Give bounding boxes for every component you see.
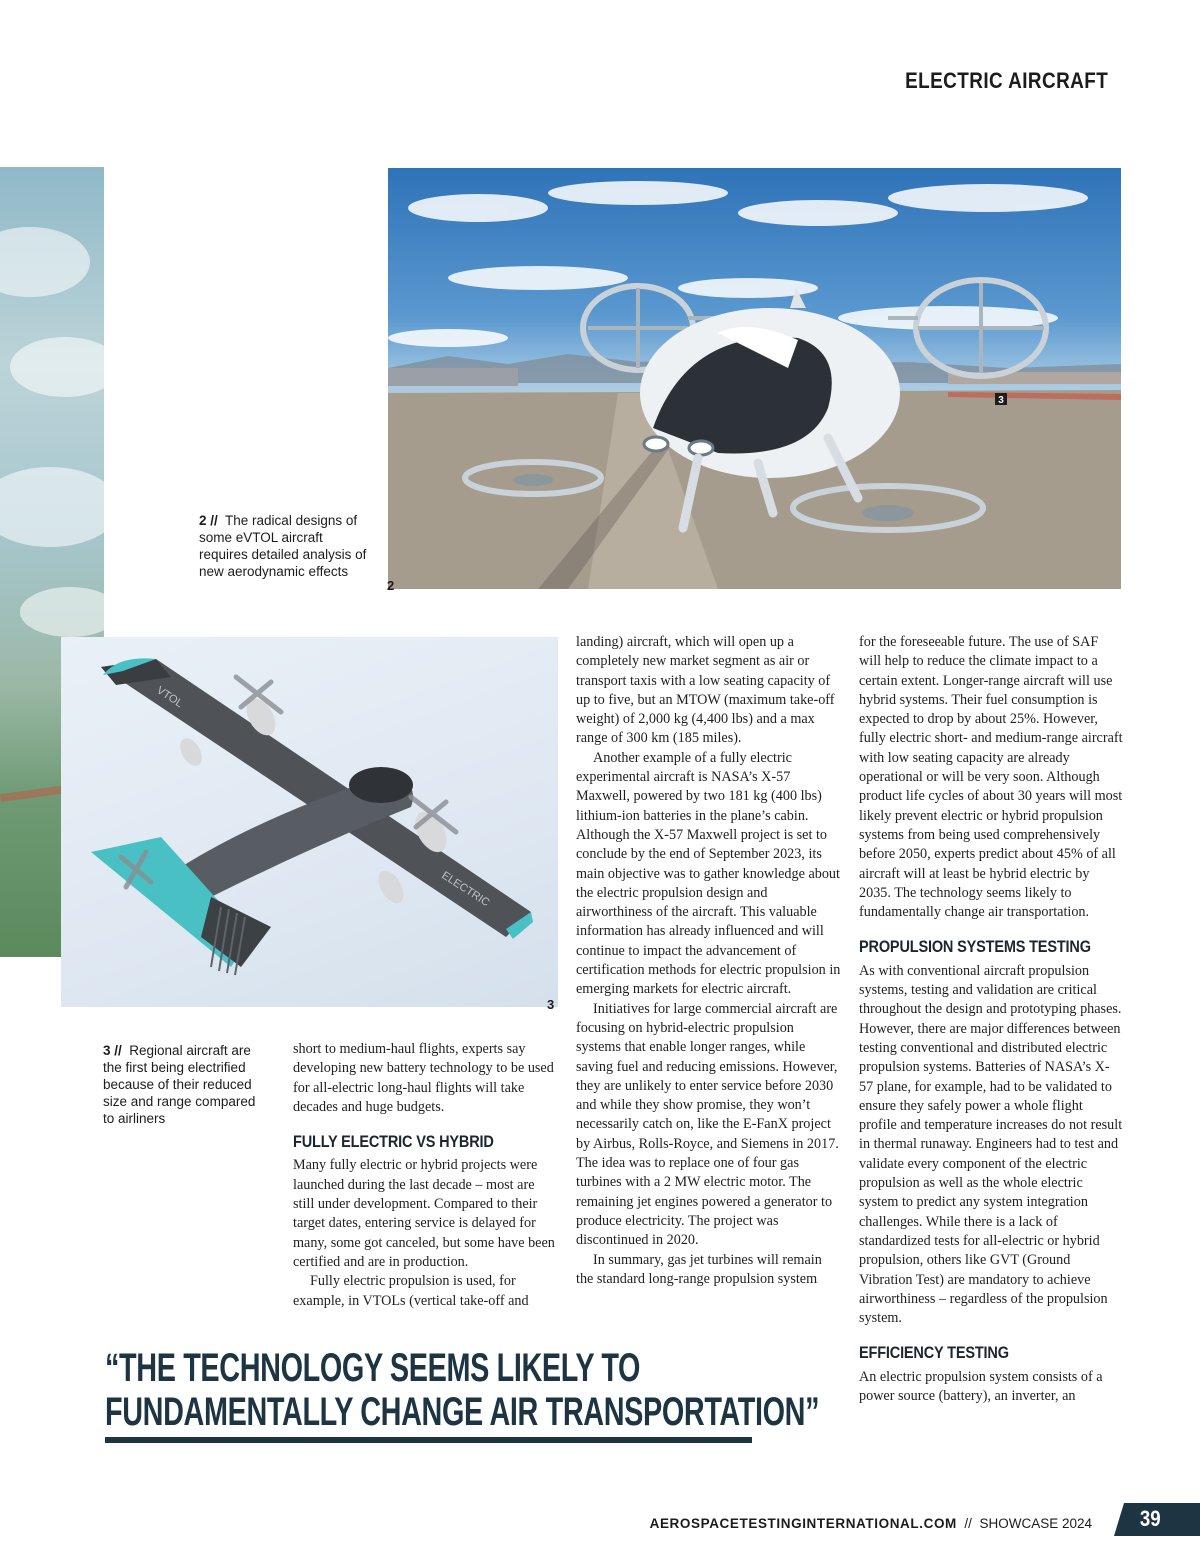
col1-paragraph-1: short to medium-haul flights, experts say developing new battery technology to be used for all-electric long-haul flights will take decades and huge budgets. <box>293 1041 554 1115</box>
page-number: 39 <box>1139 1506 1161 1531</box>
col2-paragraph-3: Initiatives for large commercial aircraft are focusing on hybrid-electric propulsion systems that enable longer ranges, while saving fuel and reducing emissions. However, they are unlikely to enter service before 2030 and while they show promise, they won’t necessarily catch on, like the E-FanX project by Airbus, Rolls-Royce, and Siemens in 2017. The idea was to replace one of four gas turbines with a 2 MW electric motor. The remaining jet engines powered a generator to produce electricity. The project was discontinued in 2020. <box>576 1000 839 1249</box>
col1-paragraph-3: Fully electric propulsion is used, for example, in VTOLs (vertical take-off and <box>293 1273 529 1309</box>
page-footer <box>650 1516 1092 1531</box>
article-column-1 <box>293 1040 555 1311</box>
heading-fully-electric-vs-hybrid: FULLY ELECTRIC VS HYBRID <box>293 1133 494 1152</box>
col2-paragraph-4: In summary, gas jet turbines will remain the standard long-range propulsion system <box>576 1251 822 1287</box>
pull-quote-line-2: FUNDAMENTALLY CHANGE AIR TRANSPORTATION” <box>105 1390 820 1434</box>
footer-separator: // <box>964 1516 972 1531</box>
figure-marker: 3 <box>998 395 1004 406</box>
figure-3-caption-text: Regional aircraft are the first being electrified because of their reduced size and range compared to airliners <box>103 1043 256 1126</box>
col2-paragraph-1: landing) aircraft, which will open up a completely new market segment as air or transport taxis with a low seating capacity of up to five, but an MTOW (maximum take-off weight) of 2,000 kg (4,400 lbs) and a max range of 300 km (185 miles). <box>576 634 835 747</box>
figure-2-caption-text: The radical designs of some eVTOL aircraft requires detailed analysis of new aerodynamic effects <box>199 513 367 579</box>
figure-2-number: 2 <box>387 578 395 593</box>
footer-issue: SHOWCASE 2024 <box>979 1516 1092 1531</box>
pull-quote-rule <box>105 1437 752 1443</box>
wing-text-vtol: VTOL <box>154 684 185 711</box>
wing-text-electric: ELECTRIC <box>439 869 492 910</box>
pull-quote <box>105 1346 820 1434</box>
figure-2-caption-prefix: 2 // <box>199 513 218 528</box>
article-column-2 <box>576 633 841 1289</box>
figure-3-caption-prefix: 3 // <box>103 1043 122 1058</box>
col2-paragraph-2: Another example of a fully electric experimental aircraft is NASA’s X-57 Maxwell, powered by two 181 kg (400 lbs) lithium-ion batteries in the plane’s cabin. Although the X-57 Maxwell project is set to conclude by the end of September 2023, its main objective was to gather knowledge about the electric propulsion design and airworthiness of the aircraft. This valuable information has already influenced and will continue to impact the advancement of certification methods for electric propulsion in emerging markets for electric aircraft. <box>576 749 841 998</box>
figure-3-caption <box>103 1042 269 1127</box>
footer-website: AEROSPACETESTINGINTERNATIONAL.COM <box>649 1516 957 1531</box>
pull-quote-line-1: “THE TECHNOLOGY SEEMS LIKELY TO <box>105 1346 641 1390</box>
regional-aircraft-render <box>61 637 558 1007</box>
heading-propulsion-systems-testing: PROPULSION SYSTEMS TESTING <box>859 938 1091 957</box>
heading-efficiency-testing: EFFICIENCY TESTING <box>859 1344 1009 1363</box>
article-column-3 <box>859 633 1123 1406</box>
section-label: ELECTRIC AIRCRAFT <box>904 68 1108 93</box>
col1-paragraph-2: Many fully electric or hybrid projects were launched during the last decade – most are still under development. Compared to their target dates, entering service is delayed for many, some got canceled, but some have been certified and are in production. <box>293 1157 555 1270</box>
figure-2-caption <box>199 512 371 580</box>
figure-3-number: 3 <box>547 997 555 1012</box>
evtol-photo <box>388 168 1121 589</box>
col3-paragraph-3: An electric propulsion system consists of a power source (battery), an inverter, an <box>859 1368 1103 1404</box>
col3-paragraph-2: As with conventional aircraft propulsion systems, testing and validation are critical throughout the design and prototyping phases. However, there are major differences between testing conventional and distributed electric propulsion systems. Batteries of NASA’s X-57 plane, for example, had to be validated to ensure they safely power a whole flight profile and temperature increases do not result in thermal runaway. Engineers had to test and validate every component of the electric propulsion as well as the whole electric system to predict any system integration challenges. While there is a lack of standardized tests for all-electric or hybrid propulsion, others like GVT (Ground Vibration Test) are mandatory to achieve airworthiness – regardless of the propulsion system. <box>859 962 1123 1327</box>
col3-paragraph-1: for the foreseeable future. The use of SAF will help to reduce the climate impact to a certain extent. Longer-range aircraft will use hybrid systems. Their fuel consumption is expected to drop by about 25%. However, fully electric short- and medium-range aircraft with low seating capacity are already operational or will be very soon. Although product life cycles of about 30 years will most likely prevent electric or hybrid propulsion systems from being used comprehensively before 2050, experts predict about 45% of all aircraft will at least be hybrid electric by 2035. The technology seems likely to fundamentally change air transportation. <box>859 634 1123 921</box>
